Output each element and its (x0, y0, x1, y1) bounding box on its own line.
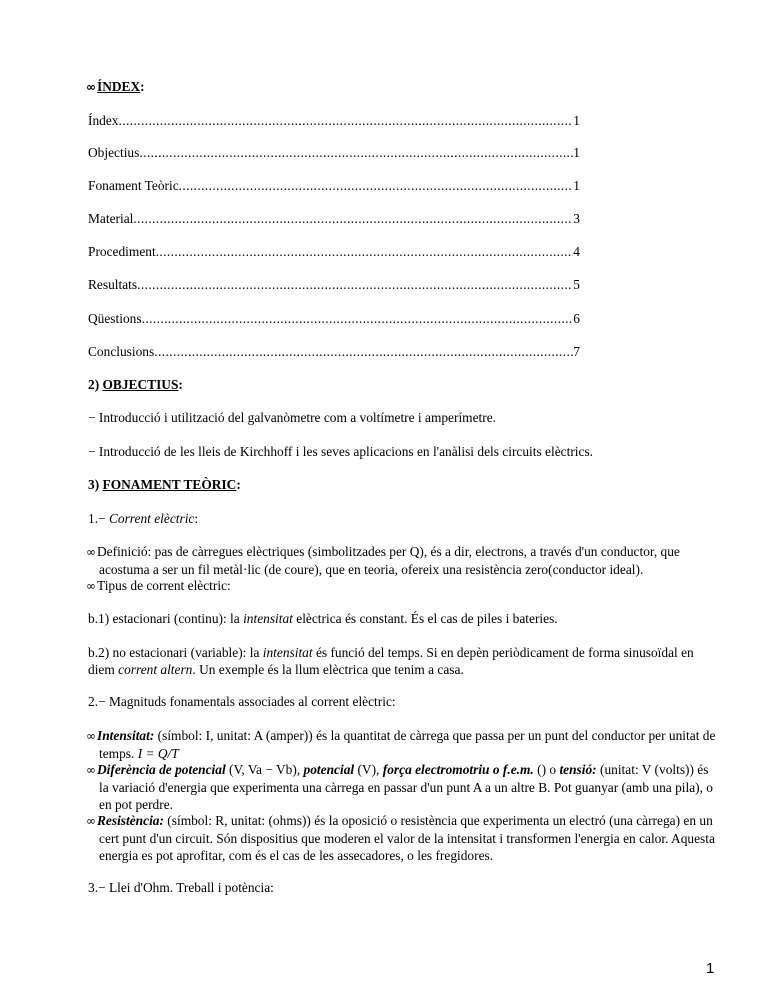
corrent-variable: b.2) no estacionari (variable): la intensitat és funció del temps. Si en depèn periòdicament de forma sinusoïdal en diem corrent altern. Un exemple és la llum elèctrica que tenim a casa. (88, 645, 694, 677)
toc-entry-material: Material ..... 3 (88, 211, 580, 227)
bullet-icon: ∞ (86, 80, 96, 94)
section-llei-ohm: 3.− Llei d'Ohm. Treball i potència: (88, 880, 274, 895)
tipus-item: ∞Tipus de corrent elèctric: (86, 578, 231, 593)
section-magnituds: 2.− Magnituds fonamentals associades al corrent elèctric: (88, 694, 396, 709)
intensitat-item: ∞Intensitat: (símbol: I, unitat: A (amper)) és la quantitat de càrrega que passa per un punt del conductor per unitat de temps. I = Q/T (86, 728, 716, 761)
resistencia-item: ∞Resistència: (símbol: R, unitat: (ohms)) és la oposició o resistència que experimenta un electró (una càrrega) en un cert punt d'un circuit. Són dispositius que moderen el valor de la intensitat i transformen l'energia en calor. Aquesta energia es pot aprofitar, com és el cas de les assecadores, o les fregidores. (86, 813, 715, 863)
corrent-estacionari: b.1) estacionari (continu): la intensitat elèctrica és constant. És el cas de piles i bateries. (88, 611, 558, 626)
bullet-icon: ∞ (86, 814, 96, 828)
bullet-icon: ∞ (86, 545, 96, 559)
toc-entry-objectius: Objectius ..... 1 (88, 145, 580, 161)
objectius-heading: 2) OBJECTIUS: (88, 377, 183, 392)
toc-entry-index: Índex ..... 1 (88, 113, 580, 129)
fonament-heading: 3) FONAMENT TEÒRIC: (88, 477, 241, 492)
toc-entry-fonament: Fonament Teòric ..... 1 (88, 178, 580, 194)
section-corrent-electric: 1.− Corrent elèctric: (88, 511, 199, 526)
bullet-icon: ∞ (86, 763, 96, 777)
toc-entry-questions: Qüestions ..... 6 (88, 311, 580, 327)
toc-entry-conclusions: Conclusions ..... 7 (88, 344, 580, 360)
page-number: 1 (706, 960, 715, 977)
index-heading: ∞ÍNDEX: (86, 79, 145, 94)
ddp-item: ∞Diferència de potencial (V, Va − Vb), potencial (V), força electromotriu o f.e.m. () o tensió: (unitat: V (volts)) és la variació d'energia que experimenta una càrrega en passar d'un punt A a un altre B. Pot guanyar (amb una pila), o en pot perdre. (86, 762, 713, 812)
objectiu-item: − Introducció i utilització del galvanòmetre com a voltímetre i amperímetre. (88, 410, 497, 425)
bullet-icon: ∞ (86, 729, 96, 743)
toc-entry-procediment: Procediment ..... 4 (88, 244, 580, 260)
objectiu-item: − Introducció de les lleis de Kirchhoff i les seves aplicacions en l'anàlisi dels circuits elèctrics. (88, 444, 594, 459)
bullet-icon: ∞ (86, 579, 96, 593)
definicio-item: ∞Definició: pas de càrregues elèctriques (simbolitzades per Q), és a dir, electrons, a través d'un conductor, que acostuma a ser un fil metàl·lic (de coure), que en teoria, ofereix una resistència zero(conductor ideal). (86, 544, 680, 577)
toc-entry-resultats: Resultats ..... 5 (88, 277, 580, 293)
